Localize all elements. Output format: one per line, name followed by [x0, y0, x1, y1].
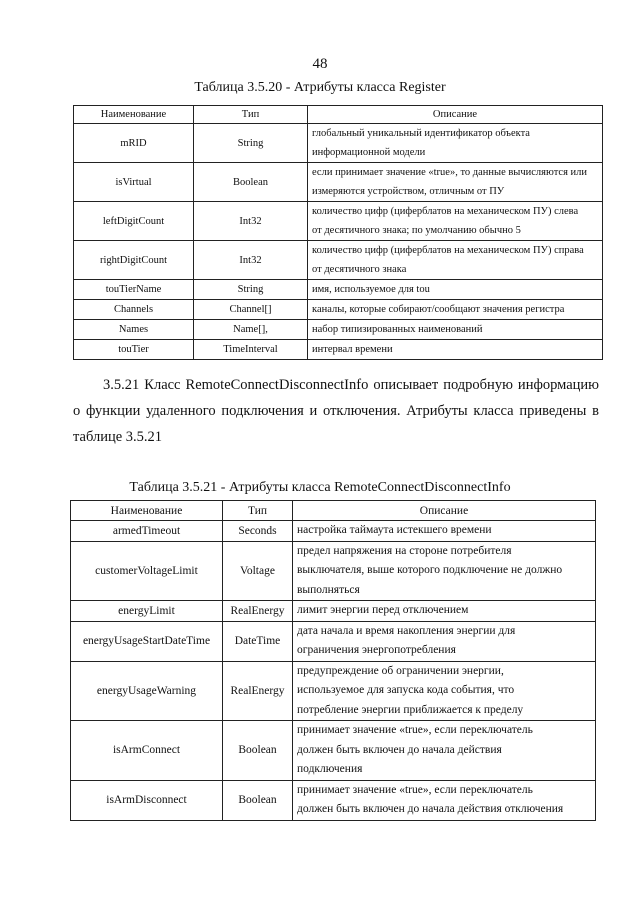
table-row	[74, 163, 603, 202]
attribute-description-cell	[308, 300, 603, 320]
description-line: от десятичного знака	[312, 264, 407, 275]
header-name: Наименование	[74, 106, 194, 124]
header-description: Описание	[293, 501, 596, 521]
table2-caption: Таблица 3.5.21 - Атрибуты класса RemoteConnectDisconnectInfo	[129, 480, 511, 495]
table-row	[71, 521, 596, 542]
table-header-row	[71, 501, 596, 521]
description-line: количество цифр (циферблатов на механическом ПУ) слева	[312, 206, 579, 217]
attribute-description-cell	[308, 280, 603, 300]
description-line: принимает значение «true», если переключатель	[297, 724, 533, 736]
attribute-name-cell: touTierName	[74, 280, 194, 300]
attribute-name-cell: energyLimit	[71, 601, 223, 622]
attribute-name-cell: Names	[74, 320, 194, 340]
paragraph-line: 3.5.21 Класс RemoteConnectDisconnectInfo описывает подробную информацию	[103, 377, 599, 393]
description-line: ограничения энергопотребления	[297, 644, 456, 656]
attribute-type-cell: Int32	[194, 241, 308, 280]
attribute-description-cell	[293, 661, 596, 721]
attribute-description-cell	[308, 340, 603, 360]
attribute-name-cell: touTier	[74, 340, 194, 360]
table1-caption: Таблица 3.5.20 - Атрибуты класса Register	[194, 80, 446, 95]
description-line: лимит энергии перед отключением	[297, 604, 469, 616]
attribute-type-cell: DateTime	[223, 621, 293, 661]
description-line: имя, используемое для tou	[312, 284, 430, 295]
table-row	[71, 621, 596, 661]
attribute-type-cell: TimeInterval	[194, 340, 308, 360]
remote-connect-attributes-table	[70, 500, 596, 821]
page-number: 48	[312, 56, 328, 72]
attribute-description-cell	[308, 202, 603, 241]
attribute-name-cell: armedTimeout	[71, 521, 223, 542]
description-line: интервал времени	[312, 344, 393, 355]
paragraph-line: таблице 3.5.21	[73, 429, 163, 445]
table-header-row	[74, 106, 603, 124]
attribute-name-cell: isArmDisconnect	[71, 780, 223, 820]
attribute-name-cell: isVirtual	[74, 163, 194, 202]
register-attributes-table	[73, 105, 603, 360]
attribute-description-cell	[293, 601, 596, 622]
attribute-name-cell: customerVoltageLimit	[71, 541, 223, 601]
description-line: предупреждение об ограничении энергии,	[297, 664, 504, 677]
attribute-description-cell	[293, 621, 596, 661]
description-line: каналы, которые собирают/сообщают значения регистра	[312, 304, 565, 315]
description-line: выполняться	[297, 583, 360, 596]
description-line: набор типизированных наименований	[312, 324, 483, 335]
paragraph-line: о функции удаленного подключения и отключения. Атрибуты класса приведены в	[73, 403, 599, 419]
description-line: глобальный уникальный идентификатор объекта	[312, 128, 530, 139]
attribute-type-cell: String	[194, 124, 308, 163]
description-line: принимает значение «true», если переключатель	[297, 783, 533, 796]
attribute-description-cell	[293, 521, 596, 542]
table-row	[74, 241, 603, 280]
description-line: предел напряжения на стороне потребителя	[297, 544, 512, 557]
header-description: Описание	[308, 106, 603, 124]
attribute-type-cell: RealEnergy	[223, 601, 293, 622]
description-line: используемое для запуска кода события, что	[297, 684, 515, 696]
header-name: Наименование	[71, 501, 223, 521]
attribute-type-cell: Int32	[194, 202, 308, 241]
table-row	[71, 541, 596, 601]
attribute-type-cell: Seconds	[223, 521, 293, 542]
attribute-description-cell	[293, 541, 596, 601]
attribute-name-cell: isArmConnect	[71, 721, 223, 781]
description-line: информационной модели	[312, 147, 426, 158]
attribute-type-cell: Boolean	[223, 721, 293, 781]
attribute-name-cell: Channels	[74, 300, 194, 320]
table-row	[71, 661, 596, 721]
description-line: должен быть включен до начала действия отключения	[297, 803, 564, 815]
description-line: количество цифр (циферблатов на механическом ПУ) справа	[312, 245, 584, 256]
attribute-description-cell	[308, 124, 603, 163]
header-type: Тип	[194, 106, 308, 124]
description-line: измеряются устройством, отличным от ПУ	[312, 186, 505, 197]
attribute-description-cell	[308, 241, 603, 280]
description-line: должен быть включен до начала действия	[297, 743, 502, 756]
description-line: от десятичного знака; по умолчанию обычно 5	[312, 225, 521, 236]
attribute-name-cell: energyUsageWarning	[71, 661, 223, 721]
attribute-type-cell: Channel[]	[194, 300, 308, 320]
table-row	[74, 124, 603, 163]
attribute-name-cell: leftDigitCount	[74, 202, 194, 241]
section-paragraph	[73, 372, 599, 450]
attribute-type-cell: Voltage	[223, 541, 293, 601]
description-line: потребление энергии приближается к пределу	[297, 703, 524, 716]
attribute-name-cell: mRID	[74, 124, 194, 163]
table-row	[74, 202, 603, 241]
description-line: настройка таймаута истекшего времени	[297, 524, 492, 536]
description-line: выключателя, выше которого подключение не должно	[297, 564, 563, 576]
table-row	[71, 721, 596, 781]
attribute-name-cell: rightDigitCount	[74, 241, 194, 280]
attribute-description-cell	[293, 780, 596, 820]
attribute-type-cell: Boolean	[194, 163, 308, 202]
table-row	[74, 300, 603, 320]
description-line: если принимает значение «true», то данные вычисляются или	[312, 167, 588, 178]
attribute-type-cell: Name[],	[194, 320, 308, 340]
header-type: Тип	[223, 501, 293, 521]
attribute-description-cell	[308, 163, 603, 202]
table-row	[74, 320, 603, 340]
description-line: дата начала и время накопления энергии для	[297, 624, 516, 637]
table-row	[71, 601, 596, 622]
table-row	[74, 280, 603, 300]
attribute-type-cell: RealEnergy	[223, 661, 293, 721]
table-row	[74, 340, 603, 360]
attribute-description-cell	[308, 320, 603, 340]
attribute-name-cell: energyUsageStartDateTime	[71, 621, 223, 661]
table-row	[71, 780, 596, 820]
attribute-type-cell: Boolean	[223, 780, 293, 820]
description-line: подключения	[297, 763, 363, 775]
attribute-description-cell	[293, 721, 596, 781]
attribute-type-cell: String	[194, 280, 308, 300]
